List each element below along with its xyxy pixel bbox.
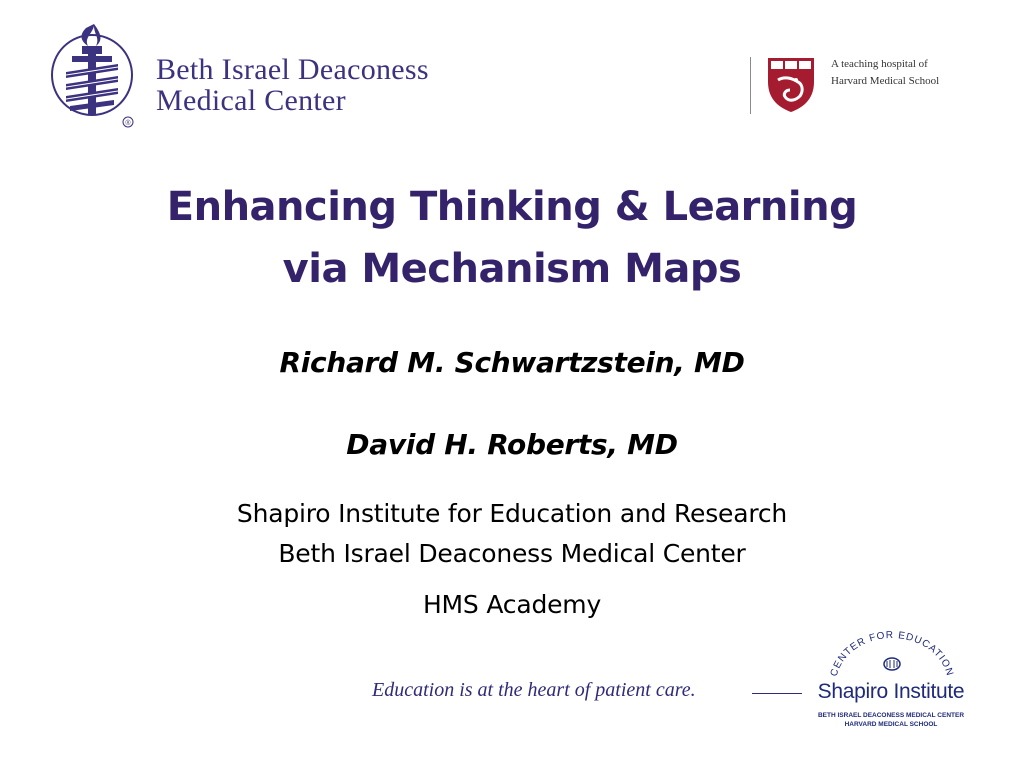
title-line1: Enhancing Thinking & Learning — [166, 184, 858, 230]
tagline: Education is at the heart of patient care. — [372, 679, 696, 701]
org-name-line1: Beth Israel Deaconess — [156, 53, 429, 86]
affiliation-line3: HMS Academy — [422, 590, 602, 619]
author-1: Richard M. Schwartzstein, MD — [279, 346, 745, 379]
tagline-rule — [752, 693, 802, 694]
harvard-shield-logo — [766, 56, 816, 114]
teaching-line2: Harvard Medical School — [831, 75, 940, 87]
slide-title — [0, 176, 1024, 300]
bidmc-name — [156, 54, 429, 116]
affiliation-line1: Shapiro Institute for Education and Research — [236, 499, 788, 528]
teaching-line1: A teaching hospital of — [831, 58, 928, 70]
org-name-line2: Medical Center — [156, 84, 346, 117]
shapiro-institute-logo — [806, 626, 976, 738]
bidmc-emblem-logo — [48, 20, 138, 130]
svg-text:®: ® — [125, 120, 131, 127]
teaching-hospital-note — [831, 56, 939, 90]
author-2: David H. Roberts, MD — [346, 428, 678, 461]
shapiro-sub-line1: BETH ISRAEL DEACONESS MEDICAL CENTER — [817, 712, 965, 719]
affiliation-line2: Beth Israel Deaconess Medical Center — [278, 539, 746, 568]
svg-text:CENTER FOR EDUCATION: CENTER FOR EDUCATION — [828, 629, 956, 678]
shapiro-sub-line2: HARVARD MEDICAL SCHOOL — [844, 721, 938, 728]
title-line2: via Mechanism Maps — [282, 246, 742, 292]
header-divider — [750, 57, 751, 114]
shapiro-institute-name: Shapiro Institute — [817, 680, 965, 703]
